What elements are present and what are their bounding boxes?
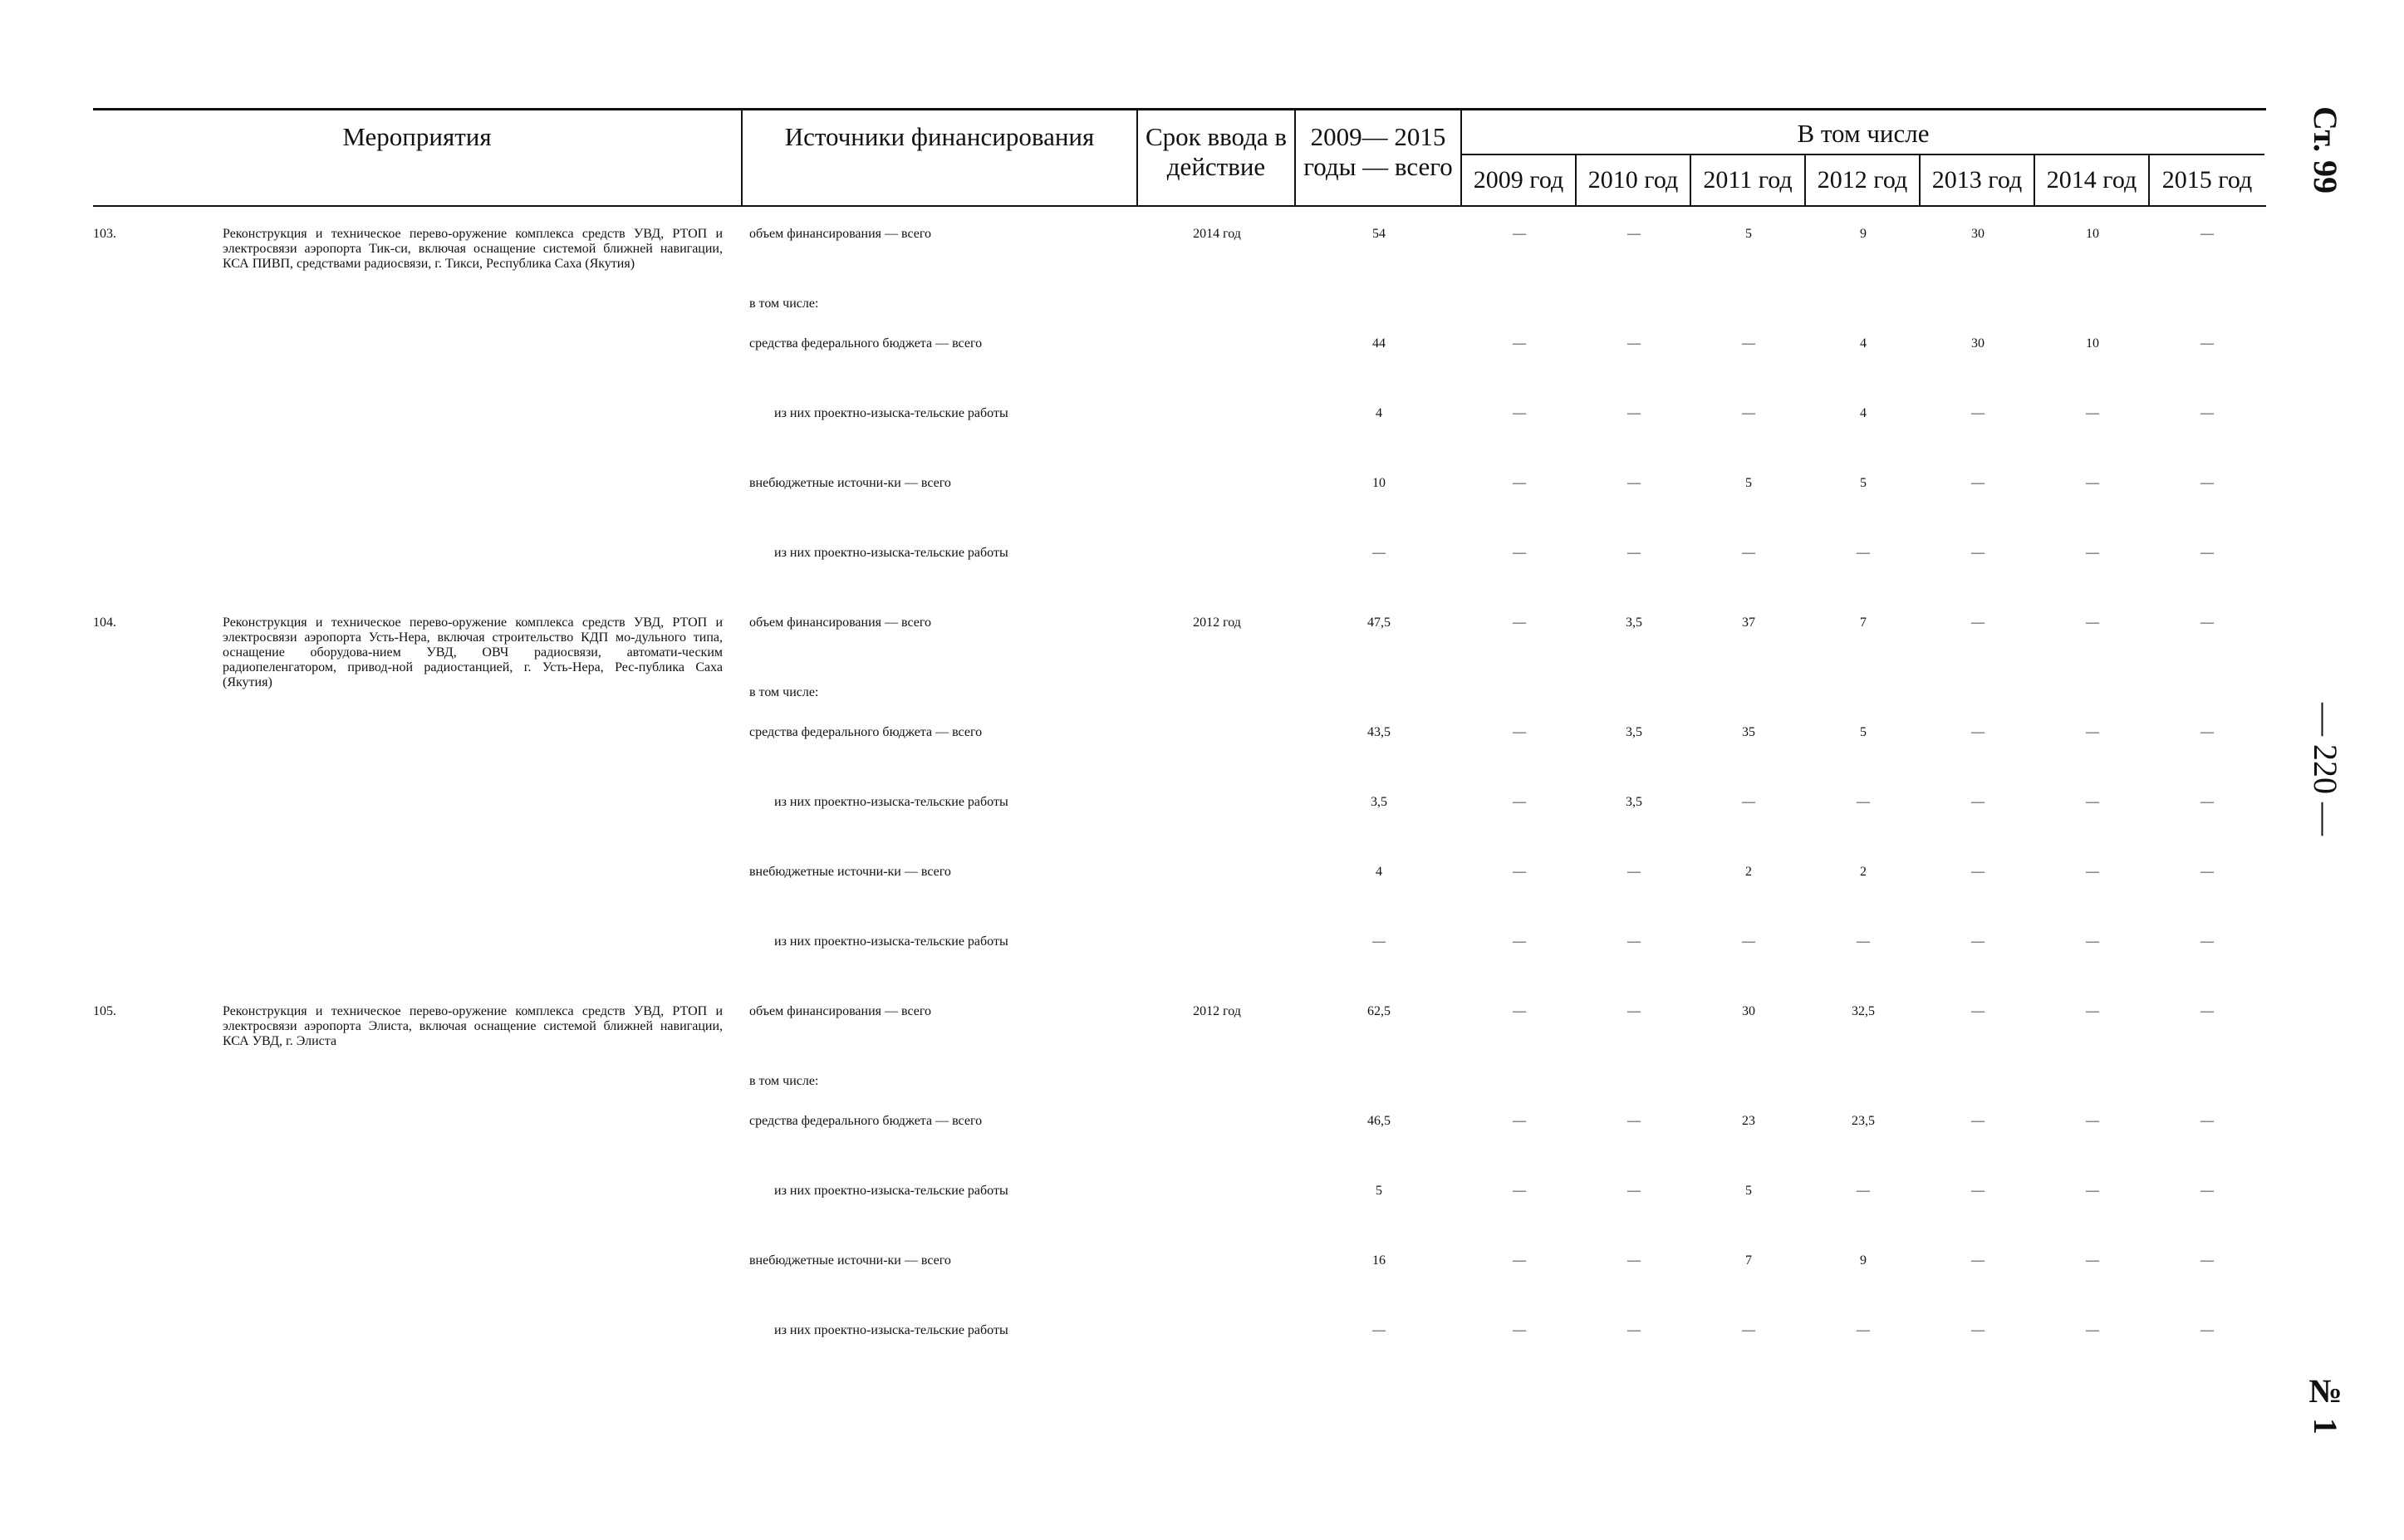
year-value: 5 <box>1745 1184 1752 1198</box>
year-value: — <box>1857 934 1870 949</box>
year-value: 7 <box>1860 616 1867 630</box>
year-value: — <box>1513 934 1526 949</box>
year-value: — <box>2086 1253 2099 1268</box>
year-column <box>2150 1004 2264 1393</box>
empty-cell <box>1296 297 1462 336</box>
source-label: из них проектно-изыска-тельские работы <box>774 934 1008 949</box>
total-value: 3,5 <box>1371 795 1387 809</box>
year-value: — <box>2086 725 2099 739</box>
year-value: 2 <box>1860 865 1867 879</box>
year-column <box>1462 227 1577 616</box>
year-value: — <box>1742 934 1755 949</box>
year-value: — <box>2086 865 2099 879</box>
source-label: из них проектно-изыска-тельские работы <box>774 406 1008 420</box>
total-column <box>1296 616 1462 1004</box>
year-value: — <box>1627 1323 1641 1337</box>
year-value: — <box>1627 1253 1641 1268</box>
empty-cell <box>2035 1074 2150 1114</box>
term-value: 2014 год <box>1193 227 1241 241</box>
term-value: 2012 год <box>1193 1004 1241 1018</box>
empty-cell <box>1691 1074 1806 1114</box>
year-value: — <box>1513 795 1526 809</box>
empty-cell <box>1296 1074 1462 1114</box>
year-value: — <box>2086 476 2099 490</box>
year-value: — <box>1857 1323 1870 1337</box>
year-column <box>2150 616 2264 1004</box>
year-value: — <box>1742 336 1755 351</box>
year-value: 23 <box>1742 1114 1755 1128</box>
year-value: — <box>2086 795 2099 809</box>
header-measures: Мероприятия <box>93 110 743 205</box>
term-cell <box>1138 616 1296 1004</box>
source-label: внебюджетные источни-ки — всего <box>749 476 951 490</box>
empty-cell <box>1577 1074 1691 1114</box>
year-value: 3,5 <box>1626 795 1642 809</box>
document-page <box>93 108 2266 1393</box>
measure-cell <box>93 616 743 1004</box>
year-value: — <box>2200 1004 2214 1018</box>
empty-cell <box>1921 297 2035 336</box>
year-column <box>1921 616 2035 1004</box>
source-label: средства федерального бюджета — всего <box>749 336 983 351</box>
year-value: — <box>1857 1184 1870 1198</box>
total-value: 16 <box>1372 1253 1386 1268</box>
source-label: объем финансирования — всего <box>749 616 932 630</box>
year-value: — <box>1971 725 1985 739</box>
year-value: — <box>1513 725 1526 739</box>
table-row <box>93 616 2266 1004</box>
empty-cell <box>1462 297 1577 336</box>
sources-cell <box>743 1004 1138 1393</box>
source-label: объем финансирования — всего <box>749 227 932 241</box>
year-value: — <box>1971 1114 1985 1128</box>
header-year: 2013 год <box>1921 155 2035 205</box>
year-value: 5 <box>1745 476 1752 490</box>
header-year: 2015 год <box>2161 166 2253 194</box>
year-value: 5 <box>1860 725 1867 739</box>
year-value: — <box>1627 227 1641 241</box>
empty-cell <box>1691 297 1806 336</box>
year-value: — <box>1627 546 1641 560</box>
empty-cell <box>1577 685 1691 725</box>
year-value: — <box>2200 1323 2214 1337</box>
empty-cell <box>1806 685 1921 725</box>
year-column <box>1806 227 1921 616</box>
year-column <box>1691 227 1806 616</box>
total-value: 54 <box>1372 227 1386 241</box>
row-number: 105. <box>93 1004 116 1018</box>
year-value: — <box>2200 546 2214 560</box>
year-column <box>1806 616 1921 1004</box>
year-value: — <box>1627 1184 1641 1198</box>
year-value: — <box>2200 227 2214 241</box>
empty-cell <box>1462 1074 1577 1114</box>
header-year: 2011 год <box>1691 155 1806 205</box>
header-year: 2014 год <box>2035 155 2150 205</box>
year-value: — <box>1742 795 1755 809</box>
row-number: 104. <box>93 616 116 630</box>
sources-cell <box>743 227 1138 616</box>
header-year: 2009 год <box>1462 155 1577 205</box>
total-value: 62,5 <box>1367 1004 1391 1018</box>
year-value: — <box>2200 795 2214 809</box>
year-value: 5 <box>1860 476 1867 490</box>
total-value: — <box>1372 1323 1386 1337</box>
empty-cell <box>1462 685 1577 725</box>
year-value: — <box>1627 1004 1641 1018</box>
year-value: 4 <box>1860 336 1867 351</box>
year-value: — <box>1857 546 1870 560</box>
year-value: — <box>2200 336 2214 351</box>
year-value: — <box>1513 616 1526 630</box>
table-body <box>93 227 2266 1393</box>
term-cell <box>1138 1004 1296 1393</box>
year-value: — <box>1971 1184 1985 1198</box>
year-value: 5 <box>1745 227 1752 241</box>
year-value: — <box>1971 616 1985 630</box>
year-value: 9 <box>1860 1253 1867 1268</box>
year-value: — <box>2200 725 2214 739</box>
year-value: — <box>2086 406 2099 420</box>
year-value: 30 <box>1971 227 1985 241</box>
empty-cell <box>2150 1074 2264 1114</box>
source-label: в том числе: <box>749 297 819 311</box>
year-value: — <box>1513 865 1526 879</box>
year-value: — <box>2200 1253 2214 1268</box>
year-value: — <box>1742 406 1755 420</box>
year-value: — <box>1971 1004 1985 1018</box>
year-value: — <box>1627 336 1641 351</box>
year-column <box>2035 1004 2150 1393</box>
year-value: — <box>2200 476 2214 490</box>
year-value: — <box>1627 476 1641 490</box>
year-value: — <box>2086 934 2099 949</box>
year-value: — <box>1971 546 1985 560</box>
total-value: 44 <box>1372 336 1386 351</box>
year-value: — <box>1971 476 1985 490</box>
year-value: 3,5 <box>1626 725 1642 739</box>
year-value: — <box>1513 1323 1526 1337</box>
source-label: внебюджетные источни-ки — всего <box>749 865 951 879</box>
measure-title: Реконструкция и техническое перево-оружение комплекса средств УВД, РТОП и электросвязи аэропорта Тик-си, включая оснащение системой ближней навигации, КСА ПИВП, средствами радиосвязи, г. Тикси, Республика Саха (Якутия) <box>223 227 723 271</box>
year-column <box>1577 1004 1691 1393</box>
year-column <box>1462 616 1577 1004</box>
source-label: из них проектно-изыска-тельские работы <box>774 1323 1008 1337</box>
measure-title: Реконструкция и техническое перево-оружение комплекса средств УВД, РТОП и электросвязи аэропорта Усть-Нера, включая строительство КДП мо-дульного типа, оснащение оборудова-нием УВД, ОВЧ радиосвязи, автомати-ческим радиопеленгатором, привод-ной радиостанцией, г. Усть-Нера, Рес-публика Саха (Якутия) <box>223 616 723 689</box>
total-value: 46,5 <box>1367 1114 1391 1128</box>
source-label: средства федерального бюджета — всего <box>749 1114 983 1128</box>
page-number: — 220 — <box>2307 703 2344 836</box>
total-value: 4 <box>1376 406 1382 420</box>
empty-cell <box>1921 685 2035 725</box>
year-value: — <box>1513 406 1526 420</box>
year-value: 10 <box>2086 227 2099 241</box>
year-value: — <box>1742 1323 1755 1337</box>
empty-cell <box>2035 685 2150 725</box>
year-value: — <box>1857 795 1870 809</box>
year-column <box>2150 227 2264 616</box>
empty-cell <box>1806 1074 1921 1114</box>
year-value: — <box>2200 616 2214 630</box>
year-value: 32,5 <box>1852 1004 1875 1018</box>
empty-cell <box>1577 297 1691 336</box>
measure-cell <box>93 227 743 616</box>
measure-title: Реконструкция и техническое перево-оружение комплекса средств УВД, РТОП и электросвязи аэропорта Элиста, включая оснащение системой ближней навигации, КСА УВД, г. Элиста <box>223 1004 723 1048</box>
year-value: — <box>2086 546 2099 560</box>
year-value: — <box>1971 406 1985 420</box>
sources-cell <box>743 616 1138 1004</box>
year-column <box>1921 1004 2035 1393</box>
year-value: — <box>1742 546 1755 560</box>
year-value: — <box>2086 1004 2099 1018</box>
year-value: — <box>2200 934 2214 949</box>
total-value: 10 <box>1372 476 1386 490</box>
row-number: 103. <box>93 227 116 241</box>
year-column <box>1691 1004 1806 1393</box>
total-column <box>1296 227 1462 616</box>
year-value: — <box>1513 476 1526 490</box>
issue-number: № 1 <box>2307 1372 2344 1435</box>
year-column <box>2035 616 2150 1004</box>
year-value: — <box>1513 227 1526 241</box>
year-value: 7 <box>1745 1253 1752 1268</box>
term-cell <box>1138 227 1296 616</box>
term-value: 2012 год <box>1193 616 1241 630</box>
source-label: объем финансирования — всего <box>749 1004 932 1018</box>
year-value: — <box>1513 1114 1526 1128</box>
year-column <box>1921 227 2035 616</box>
source-label: из них проектно-изыска-тельские работы <box>774 546 1008 560</box>
table-row <box>93 227 2266 616</box>
year-value: — <box>1971 865 1985 879</box>
page-section-label: Ст. 99 <box>2307 106 2344 194</box>
header-term: Срок ввода в действие <box>1138 110 1296 205</box>
table-row <box>93 1004 2266 1393</box>
empty-cell <box>2035 297 2150 336</box>
table-header <box>93 108 2266 207</box>
year-value: 3,5 <box>1626 616 1642 630</box>
year-value: 30 <box>1742 1004 1755 1018</box>
year-value: — <box>1627 865 1641 879</box>
year-value: — <box>2086 1114 2099 1128</box>
year-value: — <box>1971 934 1985 949</box>
empty-cell <box>1921 1074 2035 1114</box>
source-label: из них проектно-изыска-тельские работы <box>774 1184 1008 1198</box>
year-value: — <box>1513 546 1526 560</box>
year-value: 35 <box>1742 725 1755 739</box>
source-label: в том числе: <box>749 1074 819 1088</box>
empty-cell <box>2150 297 2264 336</box>
empty-cell <box>1806 297 1921 336</box>
year-value: 4 <box>1860 406 1867 420</box>
total-value: 4 <box>1376 865 1382 879</box>
year-value: — <box>1971 795 1985 809</box>
source-label: из них проектно-изыска-тельские работы <box>774 795 1008 809</box>
year-value: — <box>2200 1184 2214 1198</box>
header-year: 2012 год <box>1806 155 1921 205</box>
year-value: — <box>2086 616 2099 630</box>
year-value: — <box>1513 336 1526 351</box>
year-value: — <box>2086 1323 2099 1337</box>
total-value: 5 <box>1376 1184 1382 1198</box>
year-value: 10 <box>2086 336 2099 351</box>
year-value: 9 <box>1860 227 1867 241</box>
header-sources: Источники финансирования <box>743 110 1138 205</box>
year-column <box>1806 1004 1921 1393</box>
year-value: — <box>1627 934 1641 949</box>
year-value: — <box>2086 1184 2099 1198</box>
year-value: — <box>1627 1114 1641 1128</box>
year-value: — <box>1513 1253 1526 1268</box>
year-value: — <box>2200 865 2214 879</box>
year-value: — <box>1971 1253 1985 1268</box>
year-value: — <box>1513 1004 1526 1018</box>
year-column <box>1577 616 1691 1004</box>
year-value: 30 <box>1971 336 1985 351</box>
source-label: в том числе: <box>749 685 819 699</box>
year-value: 2 <box>1745 865 1752 879</box>
total-value: — <box>1372 546 1386 560</box>
total-value: — <box>1372 934 1386 949</box>
year-column <box>2035 227 2150 616</box>
source-label: внебюджетные источни-ки — всего <box>749 1253 951 1268</box>
empty-cell <box>1691 685 1806 725</box>
header-total: 2009— 2015 годы — всего <box>1296 110 1462 205</box>
year-column <box>1691 616 1806 1004</box>
year-value: — <box>1627 406 1641 420</box>
empty-cell <box>1296 685 1462 725</box>
header-group: В том числе <box>1462 110 2264 155</box>
year-value: — <box>1971 1323 1985 1337</box>
year-value: 37 <box>1742 616 1755 630</box>
header-year: 2010 год <box>1577 155 1691 205</box>
empty-cell <box>2150 685 2264 725</box>
year-value: 23,5 <box>1852 1114 1875 1128</box>
source-label: средства федерального бюджета — всего <box>749 725 983 739</box>
total-column <box>1296 1004 1462 1393</box>
year-column <box>1462 1004 1577 1393</box>
year-column <box>1577 227 1691 616</box>
measure-cell <box>93 1004 743 1393</box>
year-value: — <box>1513 1184 1526 1198</box>
total-value: 47,5 <box>1367 616 1391 630</box>
year-value: — <box>2200 406 2214 420</box>
total-value: 43,5 <box>1367 725 1391 739</box>
year-value: — <box>2200 1114 2214 1128</box>
